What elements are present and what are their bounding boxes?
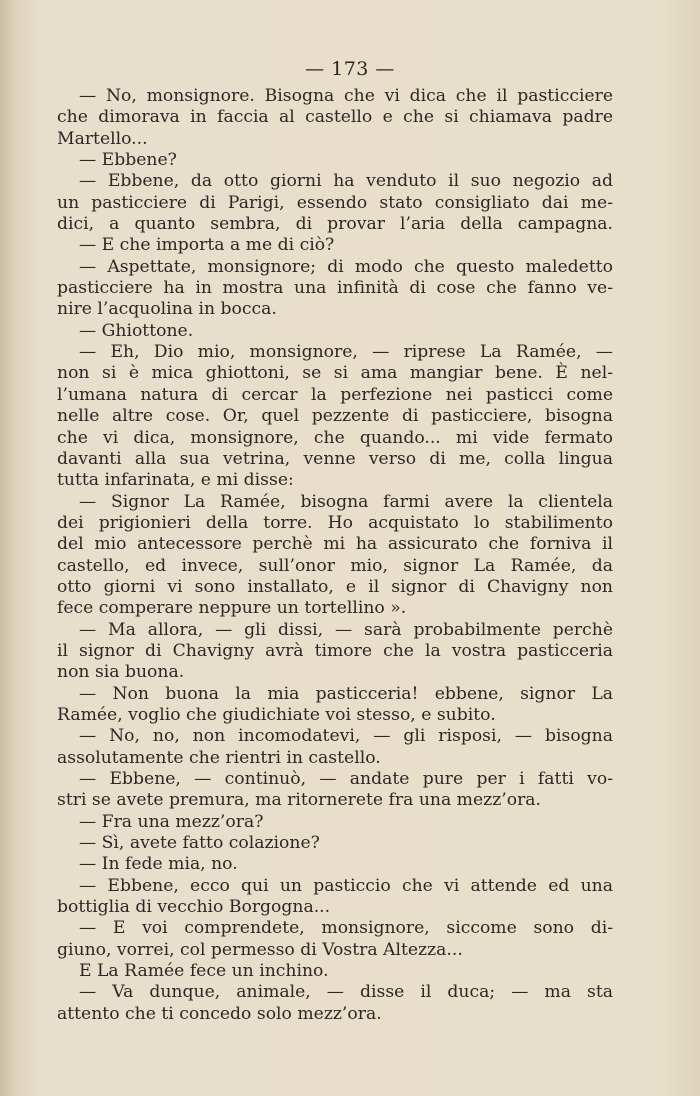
text-line: — No, monsignore. Bisogna che vi dica che il pasticciere: [79, 86, 613, 106]
page-number: — 173 —: [305, 58, 395, 80]
text-line: nire l’acquolina in bocca.: [57, 299, 277, 320]
text-line: del mio antecessore perchè mi ha assicurato che forniva il: [57, 534, 613, 555]
text-line: — Fra una mezz’ora?: [79, 811, 264, 832]
text-line: — E che importa a me di ciò?: [79, 235, 335, 256]
text-line: pasticciere ha in mostra una infinità di cose che fanno ve-: [57, 278, 613, 299]
text-line: — Ebbene, da otto giorni ha venduto il suo negozio ad: [79, 171, 613, 192]
text-line: non sia buona.: [57, 662, 185, 683]
text-line: — In fede mia, no.: [79, 854, 238, 875]
text-line: — Sì, avete fatto colazione?: [79, 833, 320, 854]
text-line: — Aspettate, monsignore; di modo che questo maledetto: [79, 256, 613, 277]
page-body-text: [57, 86, 613, 1025]
text-line: — Ebbene, ecco qui un pasticcio che vi attende ed una: [79, 875, 613, 896]
text-line: otto giorni vi sono installato, e il signor di Chavigny non: [57, 576, 613, 597]
text-line: attento che ti concedo solo mezz’ora.: [57, 1003, 382, 1024]
text-line: bottiglia di vecchio Borgogna...: [57, 897, 331, 918]
text-line: nelle altre cose. Or, quel pezzente di pasticciere, bisogna: [57, 406, 613, 427]
text-line: — E voi comprendete, monsignore, siccome sono di-: [79, 918, 613, 939]
text-line: — Eh, Dio mio, monsignore, — riprese La Ramée, —: [79, 342, 613, 363]
text-line: dici, a quanto sembra, di provar l’aria della campagna.: [57, 214, 613, 235]
text-line: castello, ed invece, sull’onor mio, signor La Ramée, da: [57, 555, 613, 576]
text-line: il signor di Chavigny avrà timore che la vostra pasticceria: [57, 640, 613, 661]
text-line: l’umana natura di cercar la perfezione nei pasticci come: [57, 384, 613, 405]
text-line: davanti alla sua vetrina, venne verso di me, colla lingua: [57, 448, 613, 469]
text-line: E La Ramée fece un inchino.: [79, 961, 329, 982]
text-line: assolutamente che rientri in castello.: [57, 747, 381, 768]
text-line: — Va dunque, animale, — disse il duca; — ma sta: [79, 982, 613, 1003]
text-line: — Signor La Ramée, bisogna farmi avere la clientela: [79, 491, 613, 512]
text-line: dei prigionieri della torre. Ho acquistato lo stabilimento: [57, 512, 613, 533]
text-line: — Ebbene?: [79, 150, 177, 171]
text-line: — Ebbene, — continuò, — andate pure per i fatti vo-: [79, 769, 613, 789]
text-line: che vi dica, monsignore, che quando... mi vide fermato: [57, 427, 613, 448]
text-line: un pasticciere di Parigi, essendo stato consigliato dai me-: [57, 192, 613, 213]
text-line: giuno, vorrei, col permesso di Vostra Altezza...: [57, 939, 463, 960]
text-line: stri se avete premura, ma ritornerete fra una mezz’ora.: [57, 790, 541, 811]
text-line: — Non buona la mia pasticceria! ebbene, signor La: [79, 683, 613, 704]
text-line: che dimorava in faccia al castello e che si chiamava padre: [57, 107, 613, 128]
text-line: fece comperare neppure un tortellino ».: [57, 598, 407, 619]
text-line: tutta infarinata, e mi disse:: [57, 470, 294, 491]
text-line: Martello...: [57, 128, 148, 149]
text-line: Ramée, voglio che giudichiate voi stesso, e subito.: [57, 704, 496, 725]
text-line: non si è mica ghiottoni, se si ama mangiar bene. È nel-: [57, 363, 613, 384]
text-line: — Ma allora, — gli dissi, — sarà probabilmente perchè: [79, 619, 613, 640]
text-line: — No, no, non incomodatevi, — gli risposi, — bisogna: [79, 726, 613, 747]
text-line: — Ghiottone.: [79, 320, 194, 341]
